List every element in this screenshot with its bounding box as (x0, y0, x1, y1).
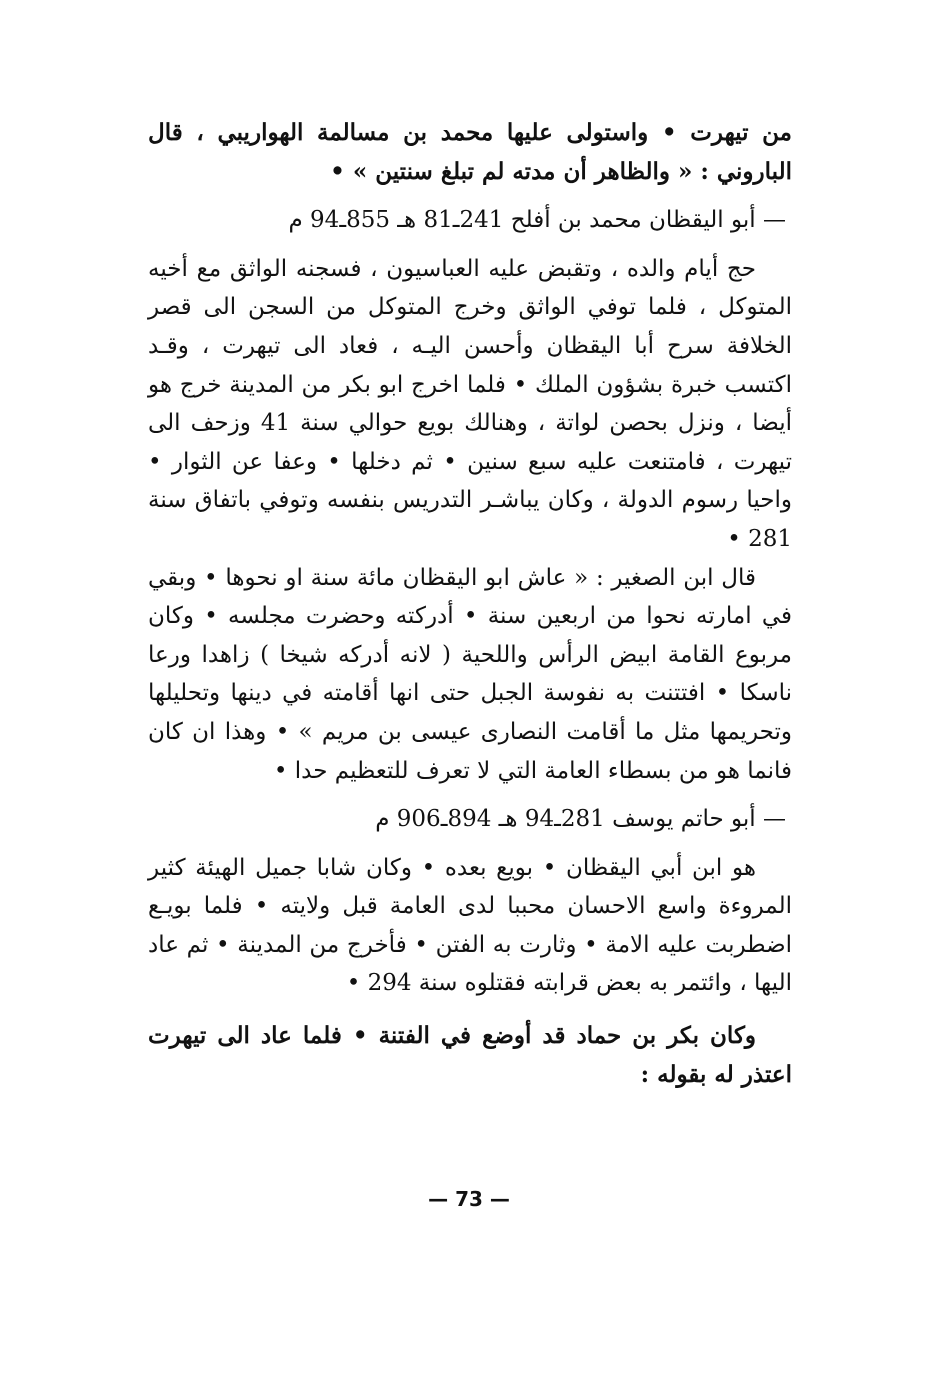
section-heading-abu-hatim: — أبو حاتم يوسف 281ـ94 هـ 894ـ906 م (375, 806, 786, 833)
spacer (148, 240, 792, 250)
paragraph-biography-abu-al-yaqzan: حج أيام والده ، وتقبض عليه العباسيون ، فسجنه الواثق مع أخيه المتوكل ، فلما توفي الواثق وخرج المتوكل من السجن الى قصر الخلافة سرح أبا اليقظان وأحسن اليـه ، فعاد الى تيهرت ، وقـد اكتسب خبرة بشؤون الملك • فلما اخرج ابو بكر من المدينة خرج هو أيضا ، ونزل بحصن لواتة ، وهنالك بويع حوالي سنة 41 وزحف الى تيهرت ، فامتنعت عليه سبع سنين • ثم دخلها • وعفا عن الثوار • واحيا رسوم الدولة ، وكان يباشـر التدريس بنفسه وتوفي باتفاق سنة 281 • (148, 255, 792, 552)
paragraph-quote-ibn-al-saghir: قال ابن الصغير : « عاش ابو اليقظان مائة سنة او نحوها • وبقي في امارته نحوا من اربعين سنة • أدركته وحضرت مجلسه • وكان مربوع القامة ابيض الرأس واللحية ( لانه أدركه شيخا ) زاهدا ورعا ناسكا • افتتنت به نفوسة الجبل حتى انها أقامته في دينها وتحليلها وتحريمها مثل ما أقامت النصارى عيسى بن مريم » • وهذا ان كان فانما هو من بسطاء العامة التي لا تعرف للتعظيم حدا • (148, 564, 792, 784)
spacer (148, 839, 792, 849)
section-heading-abu-al-yaqzan: — أبو اليقظان محمد بن أفلح 241ـ81 هـ 855ـ94 م (288, 207, 786, 234)
paragraph-bakr-ibn-hammad: وكان بكر بن حماد قد أوضع في الفتنة • فلما عاد الى تيهرت اعتذر له بقوله : (148, 1022, 792, 1088)
paragraph-biography-abu-hatim: هو ابن أبي اليقظان • بويع بعده • وكان شابا جميل الهيئة كثير المروءة واسع الاحسان محببا لدى العامة قبل ولايته • فلما بويـع اضطربت عليه الامة • وثارت به الفتن • فأخرج من المدينة • ثم عاد اليها ، وائتمر به بعض قرابته فقتلوه سنة 294 • (148, 854, 792, 997)
spacer (148, 191, 792, 201)
paragraph-continuation: من تيهرت • واستولى عليها محمد بن مسالمة الهواريبي ، قال الباروني : « والظاهر أن مدته لم تبلغ سنتين » • (148, 119, 792, 185)
spacer (148, 1003, 792, 1017)
spacer (148, 790, 792, 800)
page-number: — 73 — (428, 1187, 510, 1211)
book-page (148, 114, 792, 1204)
